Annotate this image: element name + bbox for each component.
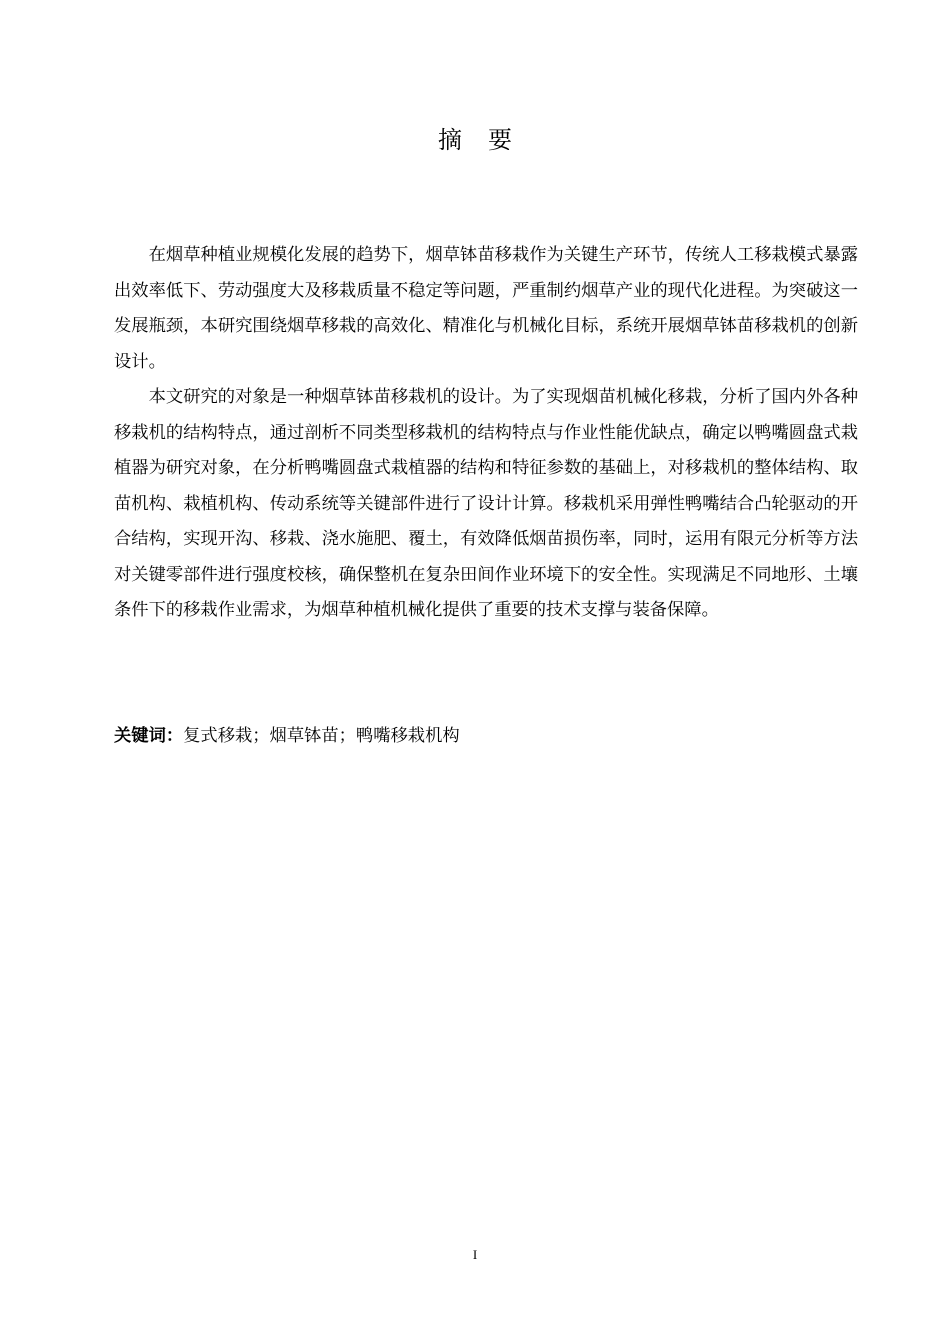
keywords-label: 关键词： bbox=[114, 726, 184, 746]
title-char-2: 要 bbox=[488, 126, 512, 154]
keywords-line bbox=[114, 720, 858, 752]
keywords-text: 复式移栽；烟草钵苗；鸭嘴移栽机构 bbox=[183, 726, 460, 746]
abstract-paragraph-1: 在烟草种植业规模化发展的趋势下，烟草钵苗移栽作为关键生产环节，传统人工移栽模式暴露出效率低下、劳动强度大及移栽质量不稳定等问题，严重制约烟草产业的现代化进程。为突破这一发展瓶颈，本研究围绕烟草移栽的高效化、精准化与机械化目标，系统开展烟草钵苗移栽机的创新设计。 bbox=[114, 245, 858, 372]
abstract-body bbox=[114, 238, 858, 629]
abstract-paragraph-2: 本文研究的对象是一种烟草钵苗移栽机的设计。为了实现烟苗机械化移栽，分析了国内外各种移栽机的结构特点，通过剖析不同类型移栽机的结构特点与作业性能优缺点，确定以鸭嘴圆盘式栽植器为研究对象，在分析鸭嘴圆盘式栽植器的结构和特征参数的基础上，对移栽机的整体结构、取苗机构、栽植机构、传动系统等关键部件进行了设计计算。移栽机采用弹性鸭嘴结合凸轮驱动的开合结构，实现开沟、移栽、浇水施肥、覆土，有效降低烟苗损伤率，同时，运用有限元分析等方法对关键零部件进行强度校核，确保整机在复杂田间作业环境下的安全性。实现满足不同地形、土壤条件下的移栽作业需求，为烟草种植机械化提供了重要的技术支撑与装备保障。 bbox=[114, 387, 858, 620]
title-char-1: 摘 bbox=[438, 126, 462, 154]
page-title bbox=[0, 122, 950, 158]
page-number: I bbox=[472, 1247, 478, 1262]
